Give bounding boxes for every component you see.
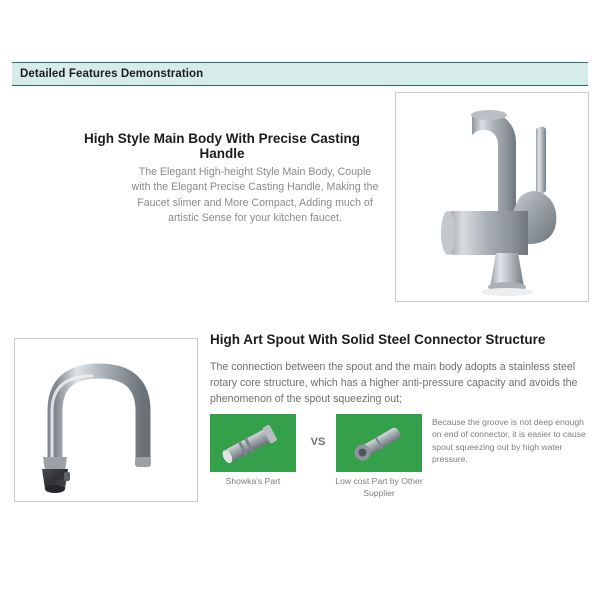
faucet-spout-illustration [15, 339, 195, 499]
section2-body: The connection between the spout and the main body adopts a stainless steel rotary core structure, which has a higher anti-pressure capacity and avoids the phenomenon of the spout squeezing out; [210, 361, 578, 405]
comparison-caption-lowcost: Low cost Part by Other Supplier [335, 476, 423, 498]
comparison-note: Because the groove is not deep enough on end of connector, it is easier to cause spout squeezing out by high water pressure. [432, 417, 586, 465]
comparison-image-lowcost [336, 414, 422, 472]
faucet-main-body-illustration [396, 93, 586, 299]
section2-title: High Art Spout With Solid Steel Connector Structure [210, 332, 546, 347]
comparison-image-showka [210, 414, 296, 472]
section1-body: The Elegant High-height Style Main Body, Couple with the Elegant Precise Casting Handle, Making the Faucet slimer and More Compact, Adding much of artistic Sense for your kitchen faucet. [131, 166, 379, 225]
page-title: Detailed Features Demonstration [20, 68, 204, 80]
showka-connector-illustration [210, 414, 296, 472]
section-header-bar [12, 62, 588, 86]
section1-title: High Style Main Body With Precise Casting Handle [84, 131, 360, 161]
lowcost-connector-illustration [336, 414, 422, 472]
comparison-caption-showka: Showka's Part [225, 476, 281, 486]
comparison-vs-label: VS [310, 436, 326, 448]
faucet-main-body-photo [395, 92, 589, 302]
comparison-block [210, 414, 590, 514]
faucet-spout-photo [14, 338, 198, 502]
